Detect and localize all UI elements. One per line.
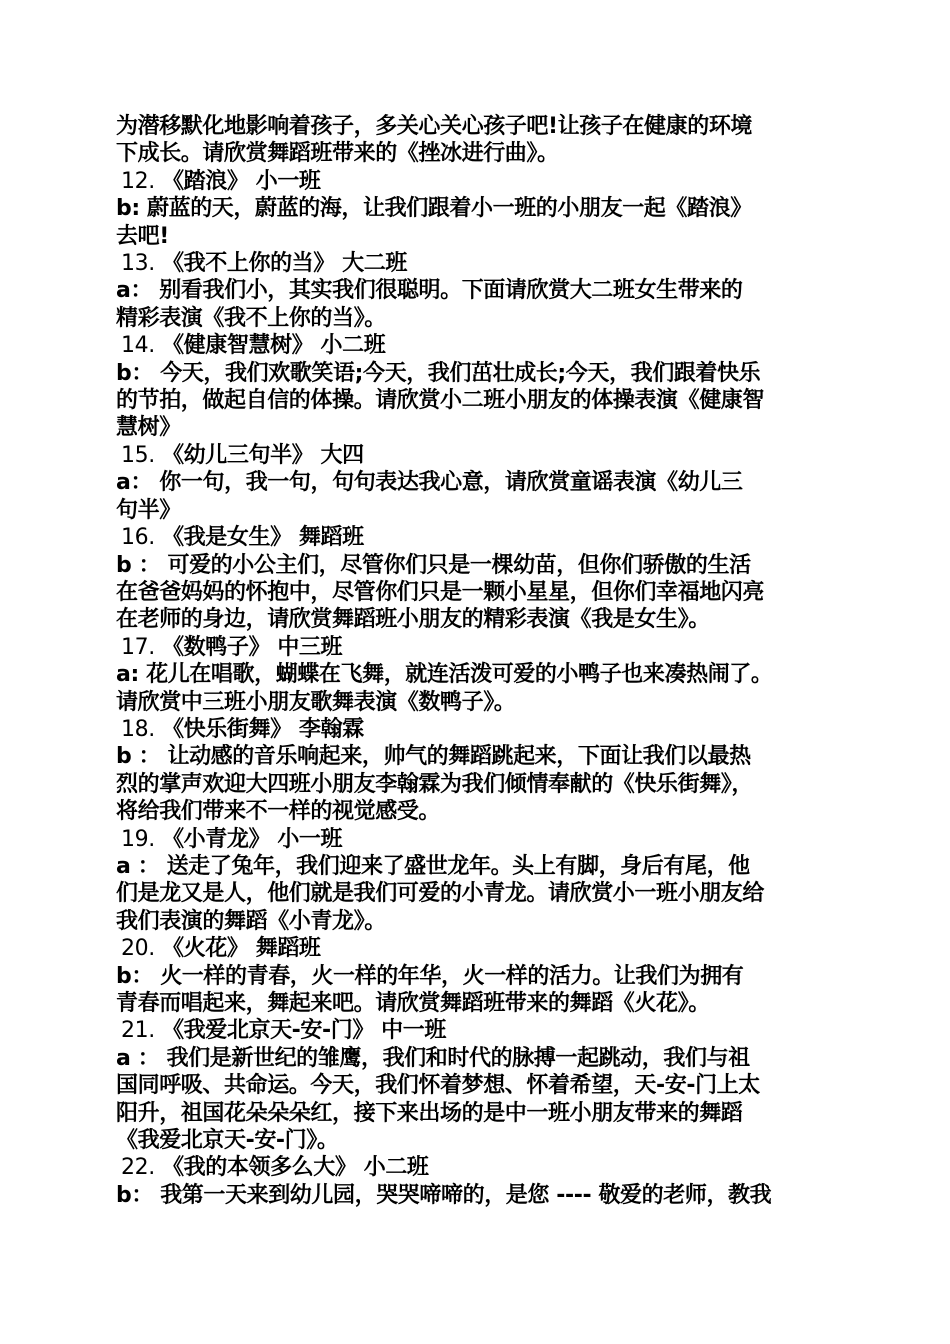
program-item-heading [116, 1154, 836, 1181]
program-item-heading [116, 524, 836, 551]
text-line: 烈的掌声欢迎大四班小朋友李翰霖为我们倾情奉献的《快乐街舞》， [116, 771, 754, 797]
program-item-title: 《数鸭子》 中三班 [162, 634, 343, 660]
text-line: b ： 让动感的音乐响起来，帅气的舞蹈跳起来，下面让我们以最热 [116, 744, 751, 770]
text-line: a ： 我们是新世纪的雏鹰，我们和时代的脉搏一起跳动，我们与祖 [116, 1045, 750, 1071]
text-line: 去吧! [116, 223, 169, 249]
program-item-title: 《踏浪》 小一班 [162, 168, 321, 194]
program-item-number: 19. [121, 826, 155, 852]
text-line: 国同呼吸、共命运。今天，我们怀着梦想、怀着希望，天-安-门上太 [116, 1073, 760, 1099]
program-item-heading [116, 442, 836, 469]
program-item-number: 16. [121, 525, 155, 551]
program-item-heading [116, 250, 836, 277]
program-item-number: 20. [121, 936, 155, 962]
text-line: 们是龙又是人，他们就是我们可爱的小青龙。请欣赏小一班小朋友给 [116, 881, 765, 907]
text-line: a： 你一句，我一句，句句表达我心意，请欣赏童谣表演《幼儿三 [116, 470, 743, 496]
text-line: 慧树》 [116, 415, 181, 441]
text-line: 请欣赏中三班小朋友歌舞表演《数鸭子》。 [116, 689, 516, 715]
text-line: b: 蔚蓝的天，蔚蓝的海，让我们跟着小一班的小朋友一起《踏浪》 [116, 196, 752, 222]
text-line: b： 火一样的青春，火一样的年华，火一样的活力。让我们为拥有 [116, 963, 744, 989]
program-item-title: 《我是女生》 舞蹈班 [162, 525, 364, 551]
text-line: 精彩表演《我不上你的当》。 [116, 305, 386, 331]
program-item-number: 17. [121, 634, 155, 660]
program-item-heading [116, 1017, 836, 1044]
text-line: 《我爱北京天-安-门》。 [116, 1128, 339, 1154]
text-line: 下成长。请欣赏舞蹈班带来的《挫冰进行曲》。 [116, 141, 559, 167]
program-item-number: 22. [121, 1155, 155, 1181]
text-line: 为潜移默化地影响着孩子，多关心关心孩子吧!让孩子在健康的环境 [116, 114, 753, 139]
program-item-title: 《我不上你的当》 大二班 [162, 251, 407, 277]
program-item-heading [116, 826, 836, 853]
program-item-heading [116, 935, 836, 962]
program-item-number: 18. [121, 716, 155, 742]
text-line: a ： 送走了兔年，我们迎来了盛世龙年。头上有脚，身后有尾，他 [116, 853, 750, 879]
program-item-title: 《我的本领多么大》 小二班 [162, 1155, 429, 1181]
text-line: b： 今天，我们欢歌笑语;今天，我们茁壮成长;今天，我们跟着快乐 [116, 360, 761, 386]
text-line: b ： 可爱的小公主们，尽管你们只是一棵幼苗，但你们骄傲的生活 [116, 552, 751, 578]
text-line: 阳升，祖国花朵朵朵红，接下来出场的是中一班小朋友带来的舞蹈 [116, 1100, 743, 1126]
program-item-number: 14. [121, 333, 155, 359]
program-item-title: 《火花》 舞蹈班 [162, 936, 321, 962]
program-item-number: 13. [121, 251, 155, 277]
text-line: a: 花儿在唱歌，蝴蝶在飞舞，就连活泼可爱的小鸭子也来凑热闹了。 [116, 662, 773, 688]
program-item-number: 21. [121, 1018, 155, 1044]
text-line: 我们表演的舞蹈《小青龙》。 [116, 908, 386, 934]
text-line: 的节拍，做起自信的体操。请欣赏小二班小朋友的体操表演《健康智 [116, 388, 765, 414]
text-line: b： 我第一天来到幼儿园，哭哭啼啼的，是您 ---- 敬爱的老师，教我 [116, 1182, 772, 1208]
document-page [116, 113, 836, 1209]
program-item-number: 12. [121, 168, 155, 194]
program-item-title: 《小青龙》 小一班 [162, 826, 343, 852]
program-item-heading [116, 716, 836, 743]
text-line: a： 别看我们小，其实我们很聪明。下面请欣赏大二班女生带来的 [116, 278, 743, 304]
program-item-title: 《幼儿三句半》 大四 [162, 442, 364, 468]
program-item-number: 15. [121, 442, 155, 468]
program-item-heading [116, 634, 836, 661]
program-item-title: 《我爱北京天-安-门》 中一班 [162, 1018, 446, 1044]
program-item-heading [116, 168, 836, 195]
text-line: 在老师的身边，请欣赏舞蹈班小朋友的精彩表演《我是女生》。 [116, 607, 710, 633]
text-line: 将给我们带来不一样的视觉感受。 [116, 799, 441, 825]
text-line: 青春而唱起来，舞起来吧。请欣赏舞蹈班带来的舞蹈《火花》。 [116, 991, 710, 1016]
program-item-title: 《快乐街舞》 李翰霖 [162, 716, 364, 742]
program-item-title: 《健康智慧树》 小二班 [162, 333, 386, 359]
text-line: 在爸爸妈妈的怀抱中，尽管你们只是一颗小星星，但你们幸福地闪亮 [116, 579, 765, 605]
program-item-heading [116, 332, 836, 359]
text-line: 句半》 [116, 497, 181, 523]
